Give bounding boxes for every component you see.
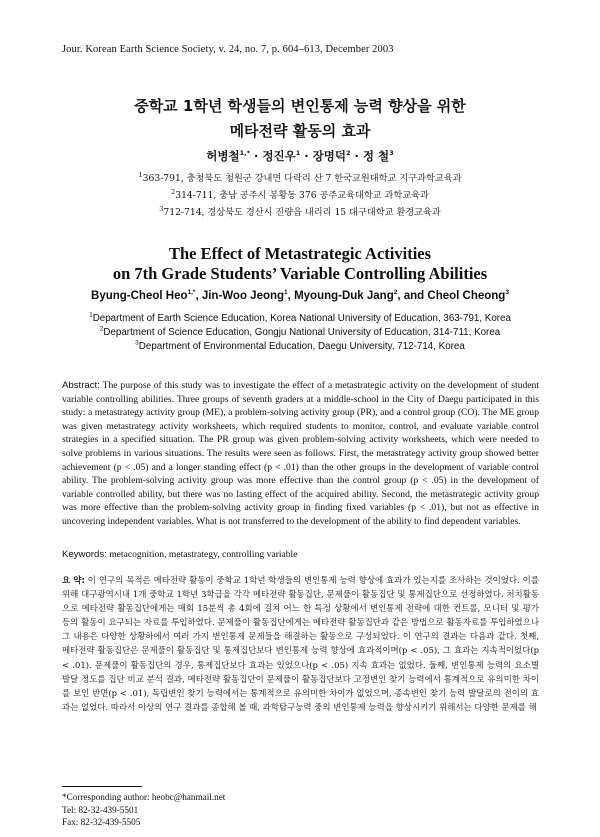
author-separator: · [250,149,263,163]
author-superscript: 1,* [239,149,251,158]
english-author: Byung-Cheol Heo [91,290,188,302]
affiliation-superscript: 2 [99,325,104,333]
fax: Fax: 82-32-439-5505 [62,817,141,827]
affiliation-superscript: 3 [135,339,139,347]
english-author: Jin-Woo Jeong [201,290,285,302]
english-author: Cheol Cheong [427,290,506,302]
korean-title-line-2: 메타전략 활동의 효과 [229,122,371,140]
english-author: Myoung-Duk Jang [294,290,394,302]
author-separator: , [195,290,202,302]
korean-abstract-label: 요 약: [62,575,85,585]
author-superscript: 3 [389,149,394,158]
author-superscript: 2 [393,289,398,297]
author-separator: · [300,149,313,163]
author-superscript: 1 [284,289,288,297]
author-separator: · [350,149,363,163]
korean-title-line-1: 중학교 1학년 학생들의 변인통제 능력 향상을 위한 [134,97,466,115]
korean-affiliation [0,204,600,218]
affiliation-text: 712-714, 경상북도 경산시 진량읍 내리리 15 대구대학교 환경교육과 [163,207,441,218]
author-superscript: 3 [505,289,509,297]
affiliation-text: 314-711, 충남 공주시 봉황동 376 공주교육대학교 과학교육과 [175,190,429,201]
author-superscript: 2 [346,149,351,158]
telephone: Tel: 82-32-439-5501 [62,804,139,815]
korean-abstract [62,573,539,714]
english-affiliation [0,327,600,338]
journal-citation: Jour. Korean Earth Science Society, v. 24, no. 7, p. 604–613, December 2003 [62,44,394,55]
english-title-line-1: The Effect of Metastrategic Activities [168,244,432,263]
affiliation-text: Department of Environmental Education, Daegu University, 712-714, Korea [138,341,465,352]
affiliation-text: Department of Earth Science Education, Korea National University of Education, 363-791, Korea [92,313,511,324]
footnote [62,791,225,829]
keywords-label: Keywords: [62,549,107,560]
affiliation-superscript: 2 [171,187,176,196]
korean-affiliation [0,170,600,184]
author-separator: , [287,290,295,302]
affiliation-text: Department of Science Education, Gongju National University of Education, 314-711, Korea [103,327,501,338]
author-separator: , and [397,290,428,302]
author-superscript: 1 [295,149,301,158]
abstract-label: Abstract: [62,380,100,391]
english-abstract [62,379,539,529]
author-superscript: 1,* [187,289,196,297]
abstract-text: The purpose of this study was to investigate the effect of a metastrategic activity on the development of student variable controlling abilities. Three groups of seventh graders at a middle-school in the City of Daegu participated in this study: a metastrategy activity group (ME), a problem-solving activity group (PR), and a control group (CO). The ME group was given metastrategy activity worksheets, which required students to monitor, control, and evaluate variable control strategies in a specified situation. The PR group was given problem-solving activity worksheets, which were needed to solve problems in various situations. The results were seen as follows. First, the metastrategy activity group showed better achievement (p < .05) and a longer standing effect (p < .01) than the other groups in the development of variable control ability. The problem-solving activity group was more effective than the control group (p < .05) in the development of variable controlled ability, but there was no lasting effect of the acquired ability. Second, the metastrategic activity group was more effective than the problem-solving activity group in finding fixed variables (p < .01), but not as effective in uncovering independent variables. What is not transferred to the development of the ability to find dependent variables. [62,380,540,527]
english-title-line-2: on 7th Grade Students’ Variable Controlling Abilities [112,264,488,283]
english-affiliation [0,341,600,352]
keywords-text: metacognition, metastrategy, controlling variable [109,549,298,560]
korean-author: 장명덕 [312,149,346,163]
affiliation-superscript: 1 [138,170,143,179]
affiliation-superscript: 3 [159,204,164,213]
korean-author: 정 철 [362,149,390,163]
keywords [62,549,539,560]
korean-abstract-text: 이 연구의 목적은 메타전략 활동이 중학교 1학년 학생들의 변인통제 능력 향상에 효과가 있는지를 조사하는 것이었다. 이를 위해 대구광역시내 1개 중학교 1학년 3학급을 각각 메타전략 활동집단, 문제풀이 활동집단 및 통제집단으로 선정하였다. 처치활동으로 메타전략 활동집단에게는 매회 15분씩 총 4회에 걸쳐 어느 한 특정 상황에서 변인통제 전략에 대한 컨트롤, 모니터 및 평가 등의 활동이 요구되는 자료를 투입하였다. 문제풀이 활동집단에게는 메타전략 활동집단과 같은 방법으로 활동자료를 투입하였으나 그 내용은 다양한 상황하에서 여러 가지 변인통제 문제들을 해결하는 활동으로 구성되었다. 이 연구의 결과는 다음과 같다. 첫째, 메타전략 활동집단은 문제풀이 활동집단 및 통제집단보다 변인통제 능력 향상에 효과적이며(p < .05), 그 효과는 지속적이었다(p < .01). 문제풀이 활동집단의 경우, 통제집단보다 효과는 있었으나(p < .05) 지속 효과는 없었다. 둘째, 변인통제 능력의 요소별 발달 정도를 집단 비교 분석 결과, 메타전략 활동집단이 문제풀이 활동집단보다 고정변인 찾기 능력에서 통계적으로 유의미한 차이를 보인 반면(p < .01), 독립변인 찾기 능력에서는 통계적으로 유의미한 차이가 없었으며, 종속변인 찾기 능력 발달로의 전이의 효과는 없었다. 따라서 이상의 연구 결과를 종합해 볼 때, 과학탐구능력 중의 변인통제 능력을 향상시키기 위해서는 다양한 문제를 해 [62,575,539,712]
korean-author: 허병철 [206,149,240,163]
footnote-divider [62,786,142,787]
affiliation-text: 363-791, 충청북도 청원군 강내면 다락리 산 7 한국교원대학교 지구과학교육과 [142,173,462,184]
korean-author: 정진우 [262,149,296,163]
korean-affiliation [0,187,600,201]
affiliation-superscript: 1 [89,311,93,319]
english-affiliation [0,313,600,324]
corresponding-author: *Corresponding author: heobc@hanmail.net [62,792,226,802]
english-authors [0,290,600,302]
korean-authors [0,148,600,164]
